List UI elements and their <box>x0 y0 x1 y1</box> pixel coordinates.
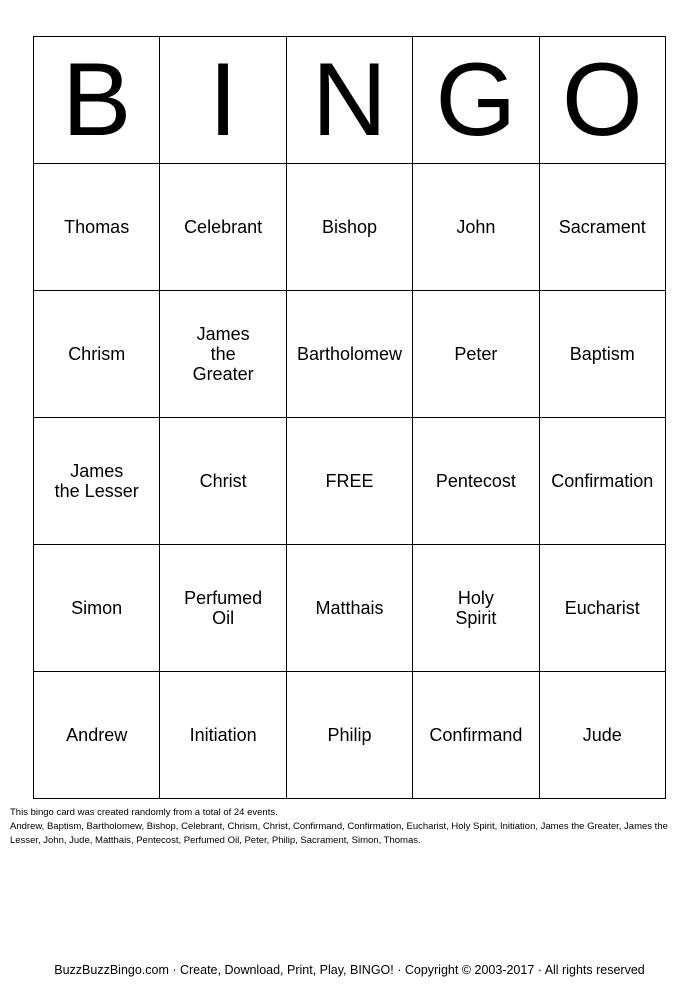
bingo-cell <box>539 672 665 799</box>
bingo-cell-text: Confirmation <box>551 471 654 491</box>
bingo-header-row <box>34 37 666 164</box>
bingo-cell-text: Philip <box>327 725 372 745</box>
bingo-cell-text: Pentecost <box>435 471 516 491</box>
bingo-cell-text: Sacrament <box>558 217 646 237</box>
bingo-cell-text: Andrew <box>66 725 128 745</box>
bingo-row <box>34 291 666 418</box>
bingo-cell-text: Peter <box>454 344 498 364</box>
bingo-cell <box>34 164 160 291</box>
bingo-cell <box>539 418 665 545</box>
bingo-cell <box>160 291 286 418</box>
bingo-cell <box>34 672 160 799</box>
bingo-cell <box>286 672 412 799</box>
bingo-row <box>34 164 666 291</box>
bingo-cell <box>539 164 665 291</box>
bingo-cell <box>286 545 412 672</box>
bingo-cell <box>286 164 412 291</box>
bingo-cell <box>413 672 539 799</box>
bingo-cell-text: Matthais <box>315 598 384 618</box>
header-letter-n: N <box>286 37 412 164</box>
bingo-cell-text: Greater <box>192 364 254 384</box>
bingo-cell-text: Holy <box>457 588 494 608</box>
bingo-cell-text: the Lesser <box>54 481 139 501</box>
bingo-cell <box>413 418 539 545</box>
bingo-cell-text: Baptism <box>569 344 635 364</box>
bingo-cell-text: Eucharist <box>564 598 640 618</box>
bingo-cell-text: Bishop <box>321 217 377 237</box>
bingo-cell-text: Confirmand <box>429 725 523 745</box>
bingo-cell <box>286 291 412 418</box>
bingo-cell-text: Celebrant <box>184 217 263 237</box>
header-letter-i: I <box>160 37 286 164</box>
bingo-card <box>33 36 666 799</box>
bingo-cell-text: Spirit <box>455 608 497 628</box>
bingo-cell <box>413 545 539 672</box>
bingo-cell <box>539 545 665 672</box>
bingo-row <box>34 418 666 545</box>
bingo-cell <box>160 418 286 545</box>
bingo-cell <box>160 545 286 672</box>
bingo-cell-text: Christ <box>199 471 247 491</box>
bingo-cell-text: FREE <box>325 471 374 491</box>
bingo-cell-text: the <box>210 344 236 364</box>
bingo-cell <box>413 164 539 291</box>
bingo-cell <box>34 418 160 545</box>
bingo-cell-text: John <box>456 217 496 237</box>
card-description <box>10 806 670 848</box>
bingo-row <box>34 672 666 799</box>
bingo-grid <box>34 37 666 799</box>
description-event-list: Andrew, Baptism, Bartholomew, Bishop, Celebrant, Chrism, Christ, Confirmand, Confirmation, Eucharist, Holy Spirit, Initiation, James the Greater, James the Lesser, John, Jude, Matthais, Pentecost, Perfumed Oil, Peter, Philip, Sacrament, Simon, Thomas. <box>10 821 668 846</box>
bingo-cell-text: Initiation <box>189 725 257 745</box>
bingo-cell <box>413 291 539 418</box>
bingo-cell-text: Jude <box>582 725 622 745</box>
header-letter-o: O <box>539 37 665 164</box>
bingo-cell <box>286 418 412 545</box>
bingo-cell <box>160 672 286 799</box>
site-footer: BuzzBuzzBingo.com · Create, Download, Print, Play, BINGO! · Copyright © 2003-2017 · All rights reserved <box>54 963 645 977</box>
header-letter-g: G <box>413 37 539 164</box>
bingo-cell-text: Simon <box>71 598 123 618</box>
bingo-cell-text: James <box>196 324 250 344</box>
bingo-cell <box>34 545 160 672</box>
bingo-cell <box>34 291 160 418</box>
bingo-cell <box>160 164 286 291</box>
header-letter-b: B <box>34 37 160 164</box>
bingo-cell <box>539 291 665 418</box>
bingo-cell-text: James <box>70 461 124 481</box>
description-summary: This bingo card was created randomly from a total of 24 events. <box>10 807 278 818</box>
bingo-cell-text: Bartholomew <box>296 344 402 364</box>
bingo-cell-text: Oil <box>212 608 235 628</box>
bingo-cell-text: Chrism <box>68 344 126 364</box>
bingo-row <box>34 545 666 672</box>
bingo-cell-text: Thomas <box>64 217 130 237</box>
bingo-cell-text: Perfumed <box>184 588 263 608</box>
